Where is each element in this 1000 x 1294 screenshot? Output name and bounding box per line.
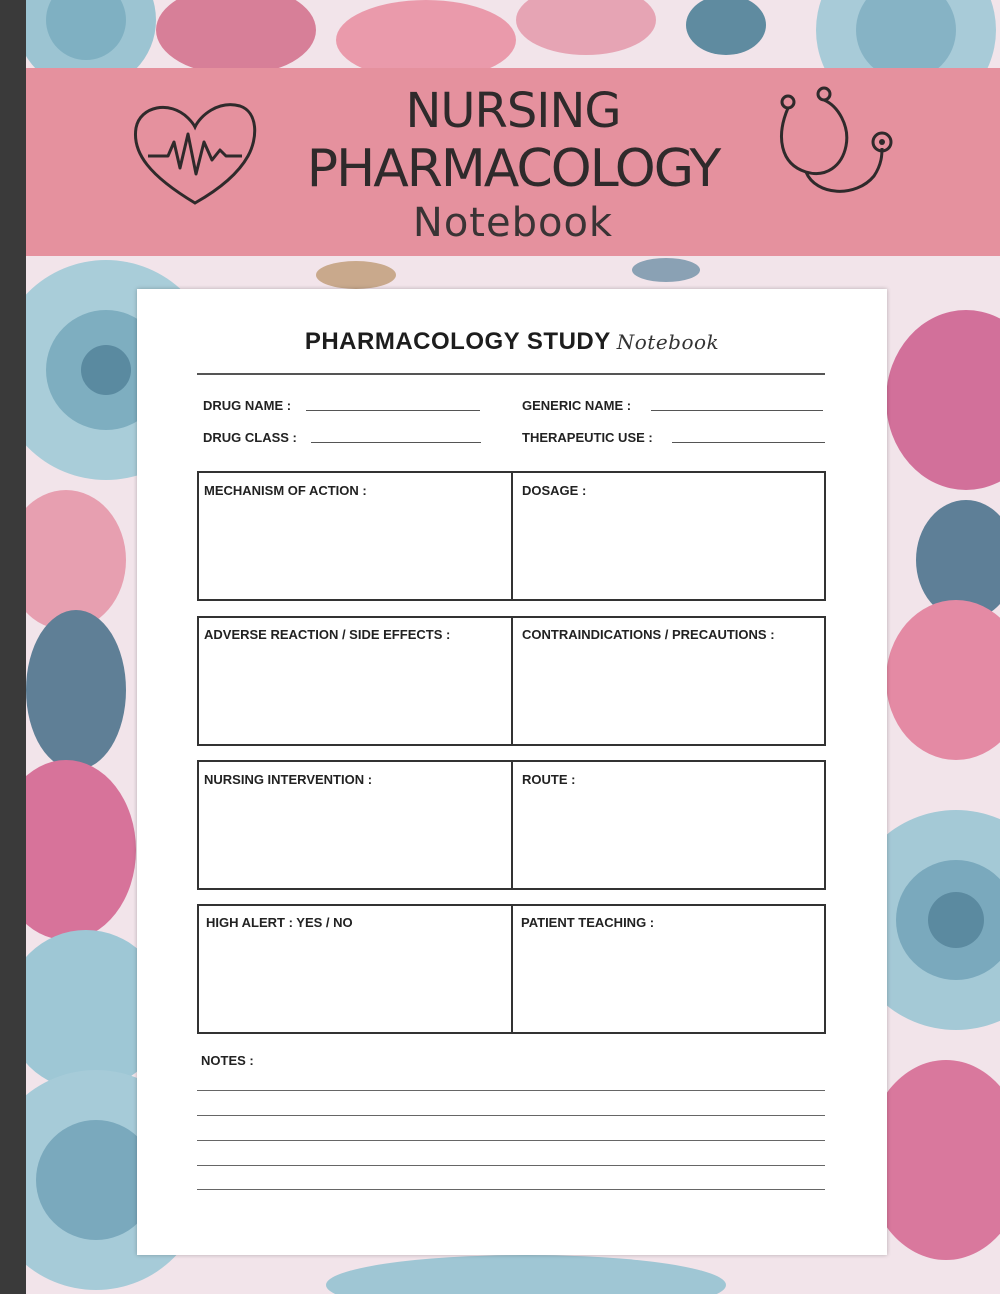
notes-line-4	[197, 1165, 825, 1166]
cover-title-line2: PHARMACOLOGY	[306, 139, 720, 199]
nursing-intervention-label: NURSING INTERVENTION :	[204, 772, 373, 787]
notes-label: NOTES :	[201, 1053, 254, 1068]
notes-line-1	[197, 1090, 825, 1091]
patient-teaching-label: PATIENT TEACHING :	[521, 915, 655, 930]
generic-name-label: GENERIC NAME :	[522, 398, 632, 413]
drug-class-line	[311, 442, 481, 443]
sheet-title-main: PHARMACOLOGY STUDY	[304, 328, 611, 355]
sheet-title	[137, 328, 887, 356]
cover-title-line1: NURSING	[405, 83, 621, 139]
notes-line-3	[197, 1140, 825, 1141]
drug-name-label: DRUG NAME :	[203, 398, 292, 413]
high-alert-label: HIGH ALERT : YES / NO	[206, 915, 353, 930]
notes-line-5	[197, 1189, 825, 1190]
adverse-reaction-label: ADVERSE REACTION / SIDE EFFECTS :	[204, 627, 451, 642]
dosage-label: DOSAGE :	[522, 483, 587, 498]
title-rule	[197, 373, 825, 375]
sheet-title-script: Notebook	[616, 330, 720, 354]
drug-name-line	[306, 410, 480, 411]
contraindications-label: CONTRAINDICATIONS / PRECAUTIONS :	[522, 627, 775, 642]
mechanism-label: MECHANISM OF ACTION :	[204, 483, 367, 498]
therapeutic-use-line	[672, 442, 825, 443]
book-spine	[0, 0, 26, 1294]
therapeutic-use-label: THERAPEUTIC USE :	[522, 430, 653, 445]
generic-name-line	[651, 410, 823, 411]
drug-class-label: DRUG CLASS :	[203, 430, 297, 445]
cover-subtitle: Notebook	[412, 200, 614, 246]
route-label: ROUTE :	[522, 772, 576, 787]
notes-line-2	[197, 1115, 825, 1116]
